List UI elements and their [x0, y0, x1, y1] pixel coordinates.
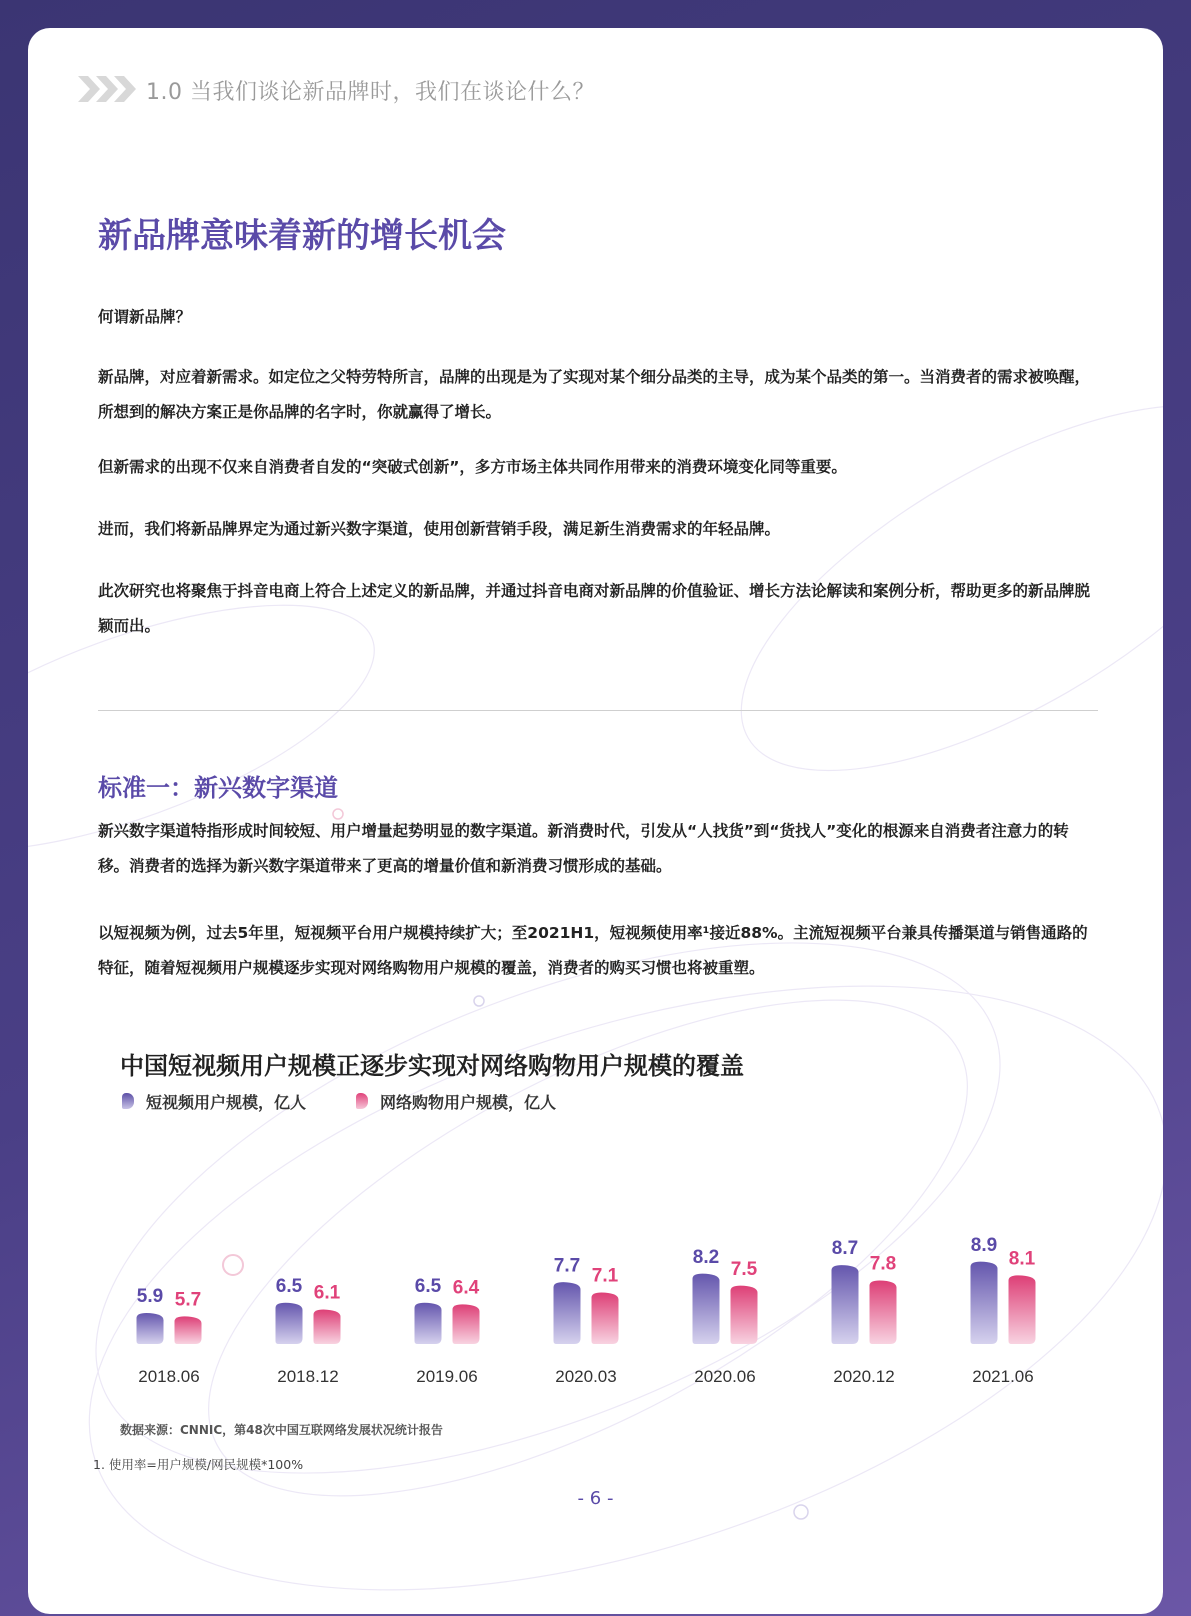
x-tick-label: 2018.06	[138, 1367, 200, 1386]
legend-online-shopping	[356, 1088, 556, 1114]
x-tick-label: 2020.12	[833, 1367, 895, 1386]
bar-value-label: 8.1	[1008, 1248, 1036, 1270]
page-number: - 6 -	[577, 1488, 614, 1509]
legend-swatch-pink	[356, 1093, 368, 1109]
bar-value-label: 5.9	[136, 1286, 164, 1308]
bar-online-shopping	[453, 1304, 480, 1344]
bar-online-shopping	[1009, 1275, 1036, 1344]
x-tick-label: 2019.06	[416, 1367, 478, 1386]
bar-value-label: 7.8	[869, 1253, 897, 1275]
bar-online-shopping	[175, 1316, 202, 1344]
bar-value-label: 5.7	[174, 1289, 202, 1311]
bar-short-video	[415, 1303, 442, 1344]
intro-paragraph: 进而，我们将新品牌界定为通过新兴数字渠道，使用创新营销手段，满足新生消费需求的年轻品牌。	[98, 520, 781, 538]
bar-online-shopping	[870, 1280, 897, 1344]
bar-value-label: 6.5	[275, 1275, 303, 1297]
x-tick-label: 2021.06	[972, 1367, 1034, 1386]
bar-online-shopping	[731, 1286, 758, 1344]
bar-value-label: 7.7	[553, 1255, 581, 1277]
bar-value-label: 8.2	[692, 1246, 720, 1268]
section-label: 1.0 当我们谈论新品牌时，我们在谈论什么？	[146, 80, 595, 105]
bar-online-shopping	[314, 1310, 341, 1344]
bar-value-label: 6.1	[313, 1282, 341, 1304]
bar-value-label: 6.4	[452, 1277, 480, 1299]
bar-short-video	[276, 1303, 303, 1344]
intro-paragraph: 新品牌，对应着新需求。如定位之父特劳特所言，品牌的出现是为了实现对某个细分品类的主导，成为某个品类的第一。当消费者的需求被唤醒，所想到的解决方案正是你品牌的名字时，你就赢得了增长。	[98, 368, 1091, 421]
intro-paragraph: 但新需求的出现不仅来自消费者自发的“突破式创新”，多方市场主体共同作用带来的消费环境变化同等重要。	[98, 458, 847, 476]
divider	[98, 710, 1098, 711]
footnote: 1. 使用率=用户规模/网民规模*100%	[93, 1457, 304, 1472]
data-source: 数据来源：CNNIC，第48次中国互联网络发展状况统计报告	[120, 1423, 443, 1437]
x-tick-label: 2018.12	[277, 1367, 339, 1386]
bar-value-label: 8.9	[970, 1234, 998, 1256]
page-card	[28, 28, 1163, 1614]
section-title: 标准一：新兴数字渠道	[98, 774, 338, 802]
legend-short-video	[122, 1088, 306, 1114]
bar-online-shopping	[592, 1292, 619, 1344]
bar-short-video	[137, 1313, 164, 1344]
section-paragraph: 新兴数字渠道特指形成时间较短、用户增量起势明显的数字渠道。新消费时代，引发从“人找货”到“货找人”变化的根源来自消费者注意力的转移。消费者的选择为新兴数字渠道带来了更高的增量价值和新消费习惯形成的基础。	[98, 822, 1069, 875]
bar-chart	[28, 1148, 1163, 1418]
bar-value-label: 7.5	[730, 1258, 758, 1280]
intro-question: 何谓新品牌？	[98, 308, 192, 326]
x-tick-label: 2020.03	[555, 1367, 617, 1386]
bar-value-label: 6.5	[414, 1275, 442, 1297]
intro-paragraph: 此次研究也将聚焦于抖音电商上符合上述定义的新品牌，并通过抖音电商对新品牌的价值验证、增长方法论解读和案例分析，帮助更多的新品牌脱颖而出。	[98, 582, 1091, 635]
bar-short-video	[971, 1262, 998, 1344]
legend-swatch-purple	[122, 1093, 134, 1109]
bar-short-video	[693, 1274, 720, 1344]
chevrons-icon	[78, 76, 140, 102]
legend-label: 网络购物用户规模，亿人	[380, 1092, 557, 1112]
page-title: 新品牌意味着新的增长机会	[98, 216, 506, 256]
chart-title: 中国短视频用户规模正逐步实现对网络购物用户规模的覆盖	[120, 1052, 744, 1080]
section-paragraph: 以短视频为例，过去5年里，短视频平台用户规模持续扩大；至2021H1，短视频使用率¹接近88%。主流短视频平台兼具传播渠道与销售通路的特征，随着短视频用户规模逐步实现对网络购物用户规模的覆盖，消费者的购买习惯也将被重塑。	[98, 924, 1088, 977]
bar-value-label: 8.7	[831, 1238, 859, 1260]
legend-label: 短视频用户规模，亿人	[146, 1092, 307, 1112]
x-tick-label: 2020.06	[694, 1367, 756, 1386]
bar-short-video	[554, 1282, 581, 1344]
bar-value-label: 7.1	[591, 1265, 619, 1287]
bar-short-video	[832, 1265, 859, 1344]
